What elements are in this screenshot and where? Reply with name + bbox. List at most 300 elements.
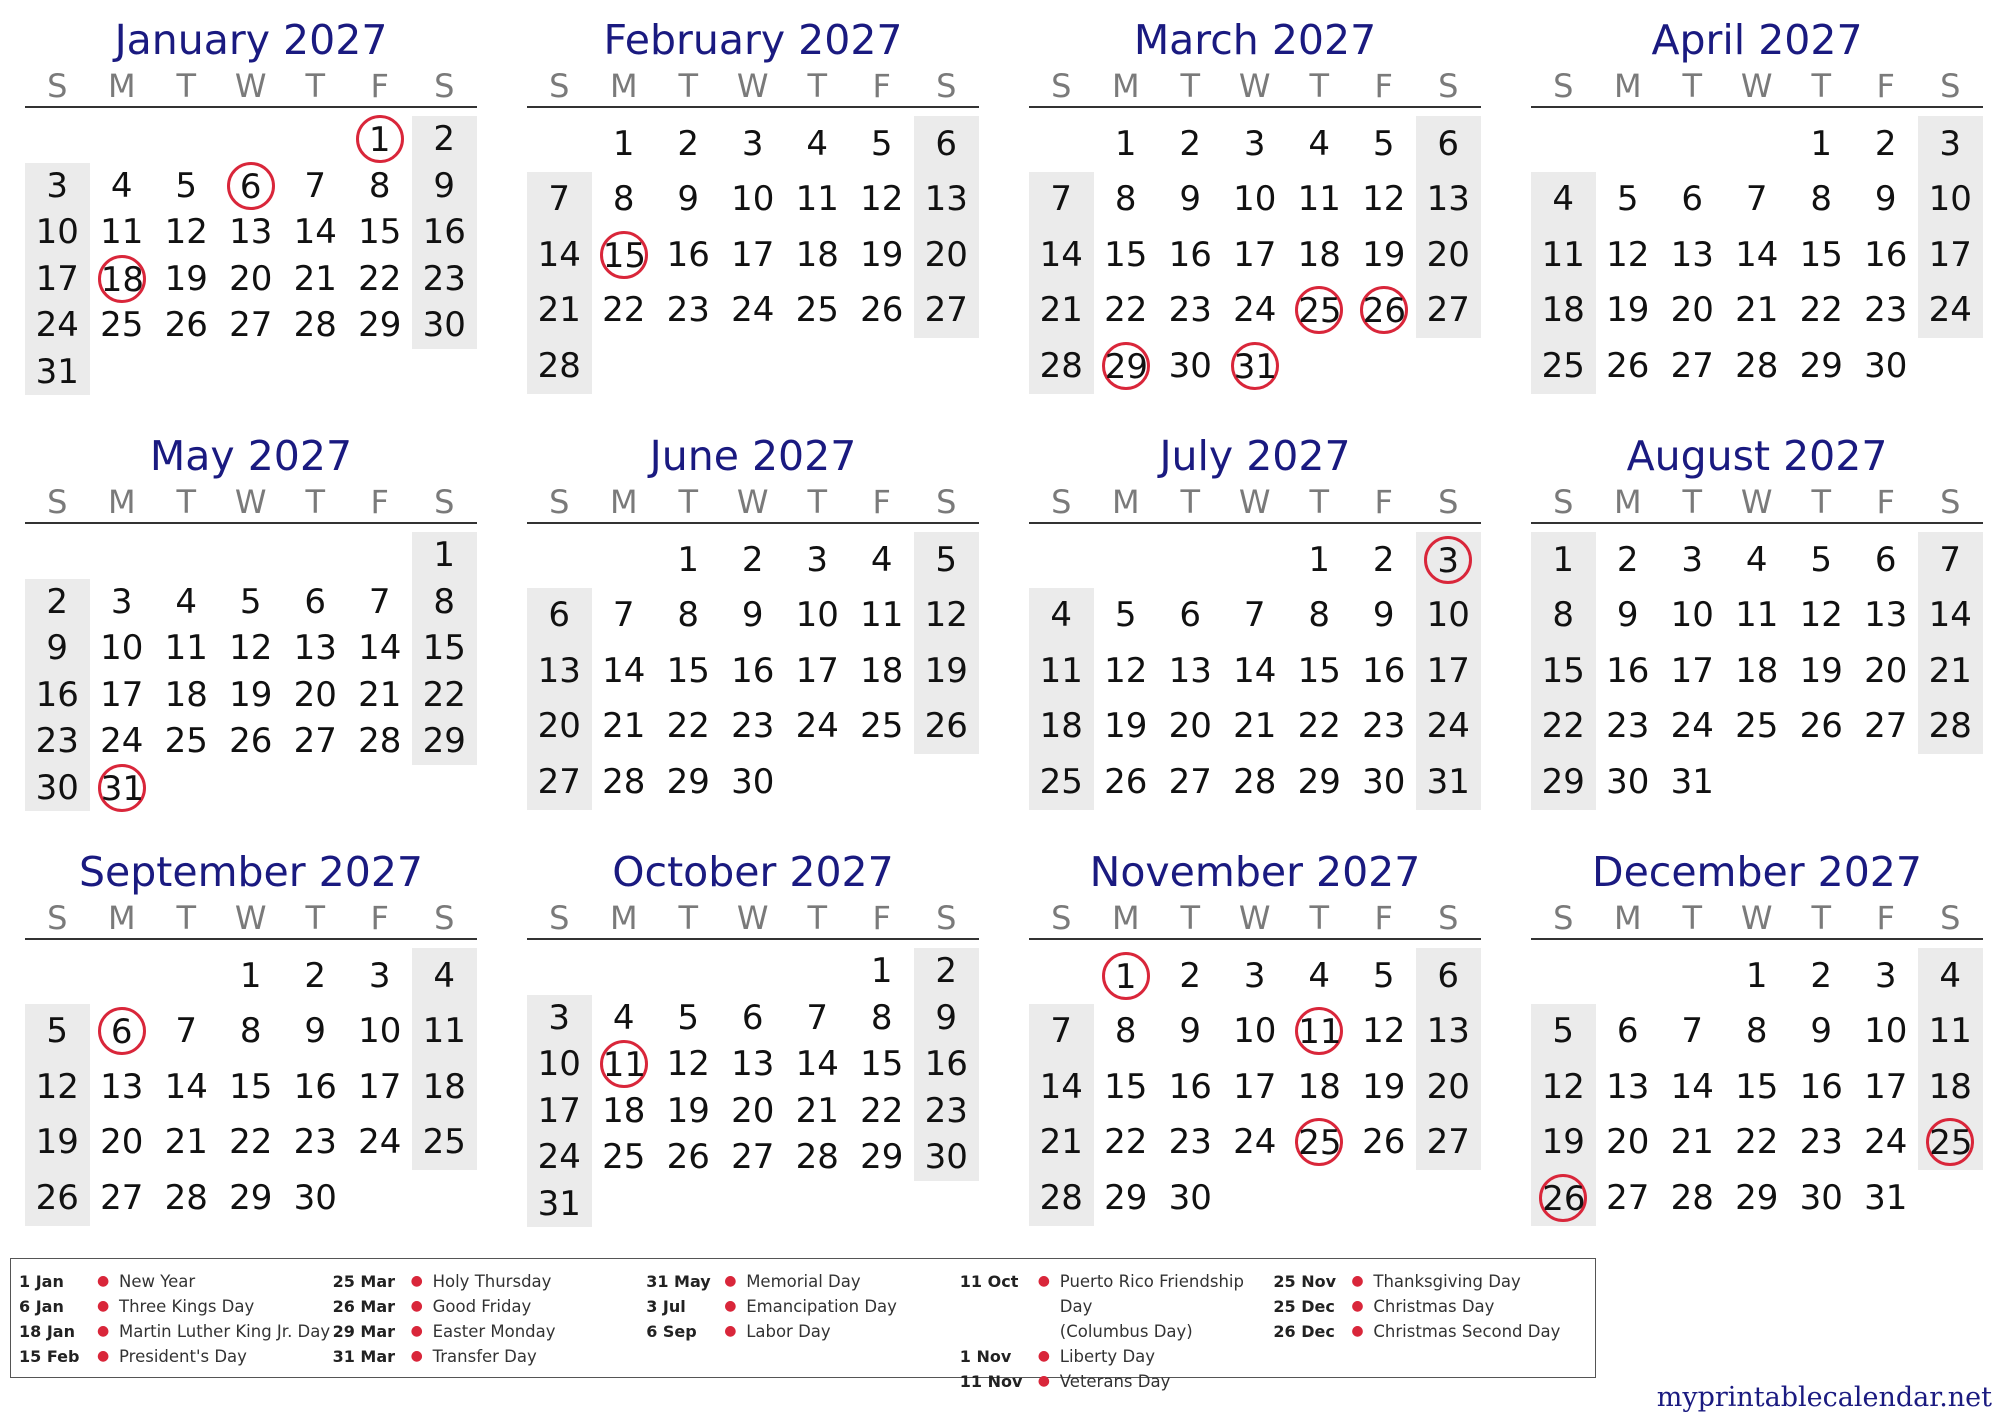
empty-day-cell bbox=[1029, 116, 1094, 172]
day-cell bbox=[1223, 172, 1288, 228]
day-cell bbox=[914, 283, 979, 339]
day-cell bbox=[90, 672, 155, 719]
week-row bbox=[527, 116, 979, 172]
legend-item bbox=[960, 1369, 1274, 1394]
bullet-icon: ● bbox=[1037, 1373, 1050, 1389]
day-number: 19 bbox=[229, 674, 273, 715]
day-cell bbox=[1158, 643, 1223, 699]
day-number: 10 bbox=[1233, 1011, 1277, 1052]
day-cell bbox=[592, 995, 657, 1042]
empty-day-cell bbox=[1416, 338, 1481, 394]
day-number: 7 bbox=[1243, 595, 1266, 636]
day-cell bbox=[850, 699, 915, 755]
day-number: 27 bbox=[924, 290, 968, 331]
day-number: 21 bbox=[1928, 650, 1972, 691]
week-row bbox=[1029, 1170, 1481, 1226]
week-row bbox=[1531, 116, 1983, 172]
day-cell bbox=[721, 172, 786, 228]
day-cell bbox=[1094, 1004, 1159, 1060]
day-cell bbox=[1158, 1004, 1223, 1060]
day-number: 5 bbox=[870, 123, 893, 164]
day-cell bbox=[1660, 1059, 1725, 1115]
day-cell bbox=[1094, 227, 1159, 283]
empty-day-cell bbox=[348, 765, 413, 812]
day-number: 12 bbox=[1606, 234, 1650, 275]
day-number: 12 bbox=[35, 1066, 79, 1107]
day-cell bbox=[154, 1170, 219, 1226]
weekday-header-row bbox=[25, 66, 477, 108]
day-cell bbox=[1918, 283, 1983, 339]
week-row bbox=[1029, 1059, 1481, 1115]
day-number: 16 bbox=[924, 1044, 968, 1085]
day-number: 21 bbox=[1039, 290, 1083, 331]
day-cell bbox=[1854, 338, 1919, 394]
day-cell bbox=[1094, 1170, 1159, 1226]
day-number: 11 bbox=[1541, 234, 1585, 275]
weekday-header: W bbox=[1740, 899, 1773, 937]
day-cell bbox=[1416, 1004, 1481, 1060]
week-row bbox=[1029, 699, 1481, 755]
weekday-header: S bbox=[1051, 483, 1072, 521]
day-cell bbox=[1223, 948, 1288, 1004]
day-cell bbox=[412, 532, 477, 579]
day-cell bbox=[721, 1041, 786, 1088]
day-cell bbox=[1223, 588, 1288, 644]
day-number: 5 bbox=[175, 165, 198, 206]
day-number: 22 bbox=[666, 706, 710, 747]
day-number: 10 bbox=[795, 595, 839, 636]
week-row bbox=[25, 116, 477, 163]
weekday-header: T bbox=[1180, 67, 1201, 105]
holiday-date bbox=[960, 1319, 1038, 1344]
holiday-name: Easter Monday bbox=[432, 1322, 556, 1341]
weekday-header: F bbox=[872, 67, 891, 105]
day-number: 30 bbox=[1799, 1177, 1843, 1218]
weekday-header: W bbox=[1238, 483, 1271, 521]
day-cell bbox=[527, 643, 592, 699]
weekday-header: S bbox=[1940, 899, 1961, 937]
day-number: 15 bbox=[358, 212, 402, 253]
weekday-header: T bbox=[176, 67, 197, 105]
day-number: 2 bbox=[304, 955, 327, 996]
day-number: 23 bbox=[1168, 290, 1212, 331]
day-number: 6 bbox=[935, 123, 958, 164]
day-number: 13 bbox=[537, 650, 581, 691]
day-number: 17 bbox=[35, 258, 79, 299]
week-row bbox=[1531, 1170, 1983, 1226]
day-number: 11 bbox=[600, 1040, 648, 1088]
day-number: 12 bbox=[1362, 1011, 1406, 1052]
week-row bbox=[1531, 948, 1983, 1004]
day-number: 31 bbox=[1864, 1177, 1908, 1218]
day-cell bbox=[785, 1088, 850, 1135]
day-number: 2 bbox=[1372, 539, 1395, 580]
day-number: 20 bbox=[100, 1122, 144, 1163]
day-cell bbox=[656, 754, 721, 810]
day-number: 7 bbox=[175, 1011, 198, 1052]
day-number: 3 bbox=[806, 539, 829, 580]
empty-day-cell bbox=[1352, 338, 1417, 394]
day-number: 15 bbox=[1297, 650, 1341, 691]
empty-day-cell bbox=[850, 338, 915, 394]
day-cell bbox=[412, 209, 477, 256]
day-cell bbox=[1352, 1059, 1417, 1115]
empty-day-cell bbox=[592, 1181, 657, 1228]
weekday-header: F bbox=[370, 899, 389, 937]
week-row bbox=[527, 172, 979, 228]
empty-day-cell bbox=[348, 349, 413, 396]
legend-item bbox=[19, 1294, 333, 1319]
bullet-icon: ● bbox=[97, 1298, 110, 1314]
holiday-name: Good Friday bbox=[432, 1297, 532, 1316]
day-cell bbox=[850, 1088, 915, 1135]
day-number: 26 bbox=[666, 1137, 710, 1178]
day-number: 1 bbox=[1102, 952, 1150, 1000]
week-row bbox=[1531, 172, 1983, 228]
weekday-header: T bbox=[1309, 899, 1330, 937]
day-cell bbox=[283, 1059, 348, 1115]
day-cell bbox=[1094, 116, 1159, 172]
day-number: 28 bbox=[1670, 1177, 1714, 1218]
weekday-header: S bbox=[47, 483, 68, 521]
bullet-icon: ● bbox=[410, 1298, 423, 1314]
day-number: 29 bbox=[358, 305, 402, 346]
empty-day-cell bbox=[914, 754, 979, 810]
week-row bbox=[25, 1004, 477, 1060]
day-number: 3 bbox=[46, 165, 69, 206]
day-number: 9 bbox=[1372, 595, 1395, 636]
day-cell bbox=[1596, 754, 1661, 810]
legend-item bbox=[333, 1294, 647, 1319]
day-number: 2 bbox=[1810, 955, 1833, 996]
holiday-date: 26 Dec bbox=[1273, 1322, 1335, 1341]
legend-column bbox=[959, 1269, 1274, 1391]
day-cell bbox=[1416, 227, 1481, 283]
day-cell bbox=[283, 1004, 348, 1060]
day-cell bbox=[785, 699, 850, 755]
day-number: 28 bbox=[293, 305, 337, 346]
holiday-date: 11 Oct bbox=[959, 1272, 1019, 1291]
day-cell bbox=[154, 1115, 219, 1171]
day-cell bbox=[1789, 172, 1854, 228]
day-number: 24 bbox=[1233, 1122, 1277, 1163]
empty-day-cell bbox=[412, 765, 477, 812]
week-row bbox=[527, 995, 979, 1042]
day-cell bbox=[1596, 283, 1661, 339]
empty-day-cell bbox=[1918, 754, 1983, 810]
week-row bbox=[25, 1059, 477, 1115]
legend-column bbox=[19, 1269, 333, 1377]
weekday-header: S bbox=[1553, 67, 1574, 105]
weekday-header: S bbox=[1051, 67, 1072, 105]
weekday-header-row bbox=[1531, 482, 1983, 524]
day-number: 18 bbox=[1735, 650, 1779, 691]
day-cell bbox=[1789, 227, 1854, 283]
day-number: 28 bbox=[1233, 761, 1277, 802]
day-number: 23 bbox=[1799, 1122, 1843, 1163]
day-number: 1 bbox=[677, 539, 700, 580]
day-cell bbox=[850, 227, 915, 283]
day-cell bbox=[1416, 172, 1481, 228]
day-cell bbox=[914, 643, 979, 699]
day-cell bbox=[1029, 338, 1094, 394]
holiday-day-cell bbox=[592, 1041, 657, 1088]
empty-day-cell bbox=[90, 532, 155, 579]
day-number: 18 bbox=[1541, 290, 1585, 331]
day-cell bbox=[1094, 1059, 1159, 1115]
day-cell bbox=[1531, 227, 1596, 283]
day-number: 7 bbox=[548, 179, 571, 220]
day-number: 15 bbox=[422, 628, 466, 669]
day-cell bbox=[1531, 1004, 1596, 1060]
week-row bbox=[527, 699, 979, 755]
day-cell bbox=[1352, 588, 1417, 644]
day-number: 22 bbox=[1541, 706, 1585, 747]
weekday-header: S bbox=[549, 899, 570, 937]
day-cell bbox=[412, 302, 477, 349]
day-number: 26 bbox=[35, 1177, 79, 1218]
day-cell bbox=[914, 995, 979, 1042]
day-number: 28 bbox=[1039, 345, 1083, 386]
day-number: 8 bbox=[1114, 1011, 1137, 1052]
empty-day-cell bbox=[154, 948, 219, 1004]
day-cell bbox=[1596, 1115, 1661, 1171]
day-cell bbox=[1918, 948, 1983, 1004]
legend-item bbox=[646, 1319, 960, 1344]
day-number: 2 bbox=[433, 119, 456, 160]
day-number: 5 bbox=[46, 1011, 69, 1052]
bullet-icon bbox=[1038, 1319, 1060, 1344]
weekday-header: W bbox=[736, 67, 769, 105]
day-number: 26 bbox=[860, 290, 904, 331]
day-number: 2 bbox=[1179, 955, 1202, 996]
day-number: 25 bbox=[164, 721, 208, 762]
day-number: 17 bbox=[1233, 234, 1277, 275]
day-cell bbox=[348, 579, 413, 626]
weekday-header: F bbox=[1876, 483, 1895, 521]
day-cell bbox=[1854, 1170, 1919, 1226]
day-number: 24 bbox=[1928, 290, 1972, 331]
day-cell bbox=[721, 1134, 786, 1181]
day-cell bbox=[721, 283, 786, 339]
weekday-header: T bbox=[1309, 67, 1330, 105]
day-number: 9 bbox=[935, 997, 958, 1038]
day-number: 7 bbox=[368, 581, 391, 622]
day-number: 10 bbox=[1233, 179, 1277, 220]
day-cell bbox=[154, 579, 219, 626]
day-number: 17 bbox=[795, 650, 839, 691]
day-cell bbox=[1854, 699, 1919, 755]
day-cell bbox=[656, 116, 721, 172]
day-cell bbox=[592, 116, 657, 172]
empty-day-cell bbox=[154, 532, 219, 579]
day-number: 14 bbox=[602, 650, 646, 691]
month-6 bbox=[527, 416, 979, 826]
weekday-header: W bbox=[234, 899, 267, 937]
weekday-header-row bbox=[1531, 898, 1983, 940]
day-cell bbox=[219, 1059, 284, 1115]
day-number: 8 bbox=[1114, 179, 1137, 220]
week-row bbox=[527, 948, 979, 995]
day-number: 15 bbox=[860, 1044, 904, 1085]
week-row bbox=[527, 643, 979, 699]
weekday-header: M bbox=[1111, 483, 1140, 521]
empty-day-cell bbox=[1029, 948, 1094, 1004]
day-number: 6 bbox=[1179, 595, 1202, 636]
day-cell bbox=[1287, 1059, 1352, 1115]
weekday-header-row bbox=[25, 482, 477, 524]
holiday-name: President's Day bbox=[119, 1347, 247, 1366]
empty-day-cell bbox=[1287, 338, 1352, 394]
day-cell bbox=[1596, 699, 1661, 755]
day-cell bbox=[1352, 532, 1417, 588]
day-cell bbox=[850, 1134, 915, 1181]
weekday-header: S bbox=[1553, 899, 1574, 937]
day-number: 26 bbox=[1360, 286, 1408, 334]
day-number: 30 bbox=[293, 1177, 337, 1218]
day-number: 21 bbox=[1735, 290, 1779, 331]
day-number: 17 bbox=[1426, 650, 1470, 691]
weekday-header: M bbox=[1111, 899, 1140, 937]
day-cell bbox=[348, 256, 413, 303]
holiday-name: Transfer Day bbox=[432, 1347, 537, 1366]
day-cell bbox=[154, 672, 219, 719]
day-number: 4 bbox=[1939, 955, 1962, 996]
weekday-header: T bbox=[678, 67, 699, 105]
week-row bbox=[1029, 1004, 1481, 1060]
day-cell bbox=[1660, 754, 1725, 810]
day-cell bbox=[283, 209, 348, 256]
day-number: 16 bbox=[1168, 234, 1212, 275]
day-number: 5 bbox=[1372, 123, 1395, 164]
day-number: 3 bbox=[1681, 539, 1704, 580]
day-number: 26 bbox=[1606, 345, 1650, 386]
day-number: 28 bbox=[358, 721, 402, 762]
day-number: 12 bbox=[229, 628, 273, 669]
day-cell bbox=[25, 1170, 90, 1226]
day-number: 13 bbox=[1864, 595, 1908, 636]
day-cell bbox=[1287, 116, 1352, 172]
week-row bbox=[25, 672, 477, 719]
month-7 bbox=[1029, 416, 1481, 826]
day-number: 12 bbox=[1541, 1066, 1585, 1107]
day-cell bbox=[1158, 699, 1223, 755]
day-cell bbox=[412, 625, 477, 672]
day-cell bbox=[154, 302, 219, 349]
day-cell bbox=[25, 163, 90, 210]
day-cell bbox=[283, 579, 348, 626]
day-number: 15 bbox=[1799, 234, 1843, 275]
day-cell bbox=[283, 163, 348, 210]
day-cell bbox=[1223, 1059, 1288, 1115]
day-cell bbox=[25, 209, 90, 256]
day-number: 25 bbox=[602, 1137, 646, 1178]
week-row bbox=[1531, 283, 1983, 339]
day-cell bbox=[348, 718, 413, 765]
day-number: 27 bbox=[293, 721, 337, 762]
weekday-header: T bbox=[807, 899, 828, 937]
day-cell bbox=[1660, 1170, 1725, 1226]
day-cell bbox=[721, 643, 786, 699]
day-cell bbox=[1660, 1004, 1725, 1060]
empty-day-cell bbox=[656, 1181, 721, 1228]
empty-day-cell bbox=[1854, 754, 1919, 810]
day-cell bbox=[914, 1088, 979, 1135]
weekday-header: W bbox=[736, 899, 769, 937]
day-number: 3 bbox=[368, 955, 391, 996]
day-cell bbox=[527, 1134, 592, 1181]
day-number: 19 bbox=[924, 650, 968, 691]
day-number: 10 bbox=[1864, 1011, 1908, 1052]
day-cell bbox=[1158, 1059, 1223, 1115]
day-number: 7 bbox=[1050, 179, 1073, 220]
day-cell bbox=[154, 1059, 219, 1115]
day-cell bbox=[527, 283, 592, 339]
weekday-header: S bbox=[1051, 899, 1072, 937]
day-number: 31 bbox=[537, 1183, 581, 1224]
day-number: 3 bbox=[1243, 955, 1266, 996]
day-number: 18 bbox=[1928, 1066, 1972, 1107]
holiday-day-cell bbox=[1094, 948, 1159, 1004]
day-number: 29 bbox=[1541, 761, 1585, 802]
weekday-header: W bbox=[234, 483, 267, 521]
day-cell bbox=[25, 1059, 90, 1115]
day-number: 4 bbox=[1745, 539, 1768, 580]
holiday-date: 25 Nov bbox=[1273, 1272, 1337, 1291]
week-row bbox=[25, 209, 477, 256]
day-number: 22 bbox=[1735, 1122, 1779, 1163]
day-number: 21 bbox=[358, 674, 402, 715]
holiday-date: 31 May bbox=[646, 1272, 711, 1291]
day-number: 18 bbox=[795, 234, 839, 275]
day-number: 3 bbox=[1874, 955, 1897, 996]
day-cell bbox=[1094, 1115, 1159, 1171]
day-cell bbox=[348, 672, 413, 719]
day-number: 10 bbox=[358, 1011, 402, 1052]
bullet-icon: ● bbox=[410, 1348, 423, 1364]
day-cell bbox=[1029, 754, 1094, 810]
day-number: 13 bbox=[731, 1044, 775, 1085]
week-row bbox=[25, 302, 477, 349]
day-cell bbox=[1287, 643, 1352, 699]
day-number: 12 bbox=[1362, 179, 1406, 220]
day-cell bbox=[656, 227, 721, 283]
day-number: 26 bbox=[229, 721, 273, 762]
day-cell bbox=[25, 765, 90, 812]
day-number: 16 bbox=[731, 650, 775, 691]
day-cell bbox=[1531, 172, 1596, 228]
day-cell bbox=[1416, 643, 1481, 699]
day-number: 1 bbox=[239, 955, 262, 996]
day-cell bbox=[656, 643, 721, 699]
weekday-header: S bbox=[1438, 483, 1459, 521]
day-number: 4 bbox=[806, 123, 829, 164]
day-number: 7 bbox=[1681, 1011, 1704, 1052]
day-number: 19 bbox=[1362, 234, 1406, 275]
day-cell bbox=[1029, 1115, 1094, 1171]
day-cell bbox=[1918, 699, 1983, 755]
day-cell bbox=[1287, 754, 1352, 810]
day-cell bbox=[1094, 172, 1159, 228]
holiday-name: (Columbus Day) bbox=[1059, 1322, 1193, 1341]
day-number: 30 bbox=[1864, 345, 1908, 386]
legend-column bbox=[333, 1269, 647, 1377]
day-number: 17 bbox=[731, 234, 775, 275]
day-number: 11 bbox=[422, 1011, 466, 1052]
week-row bbox=[1029, 1115, 1481, 1171]
day-cell bbox=[1854, 532, 1919, 588]
day-cell bbox=[1158, 1170, 1223, 1226]
